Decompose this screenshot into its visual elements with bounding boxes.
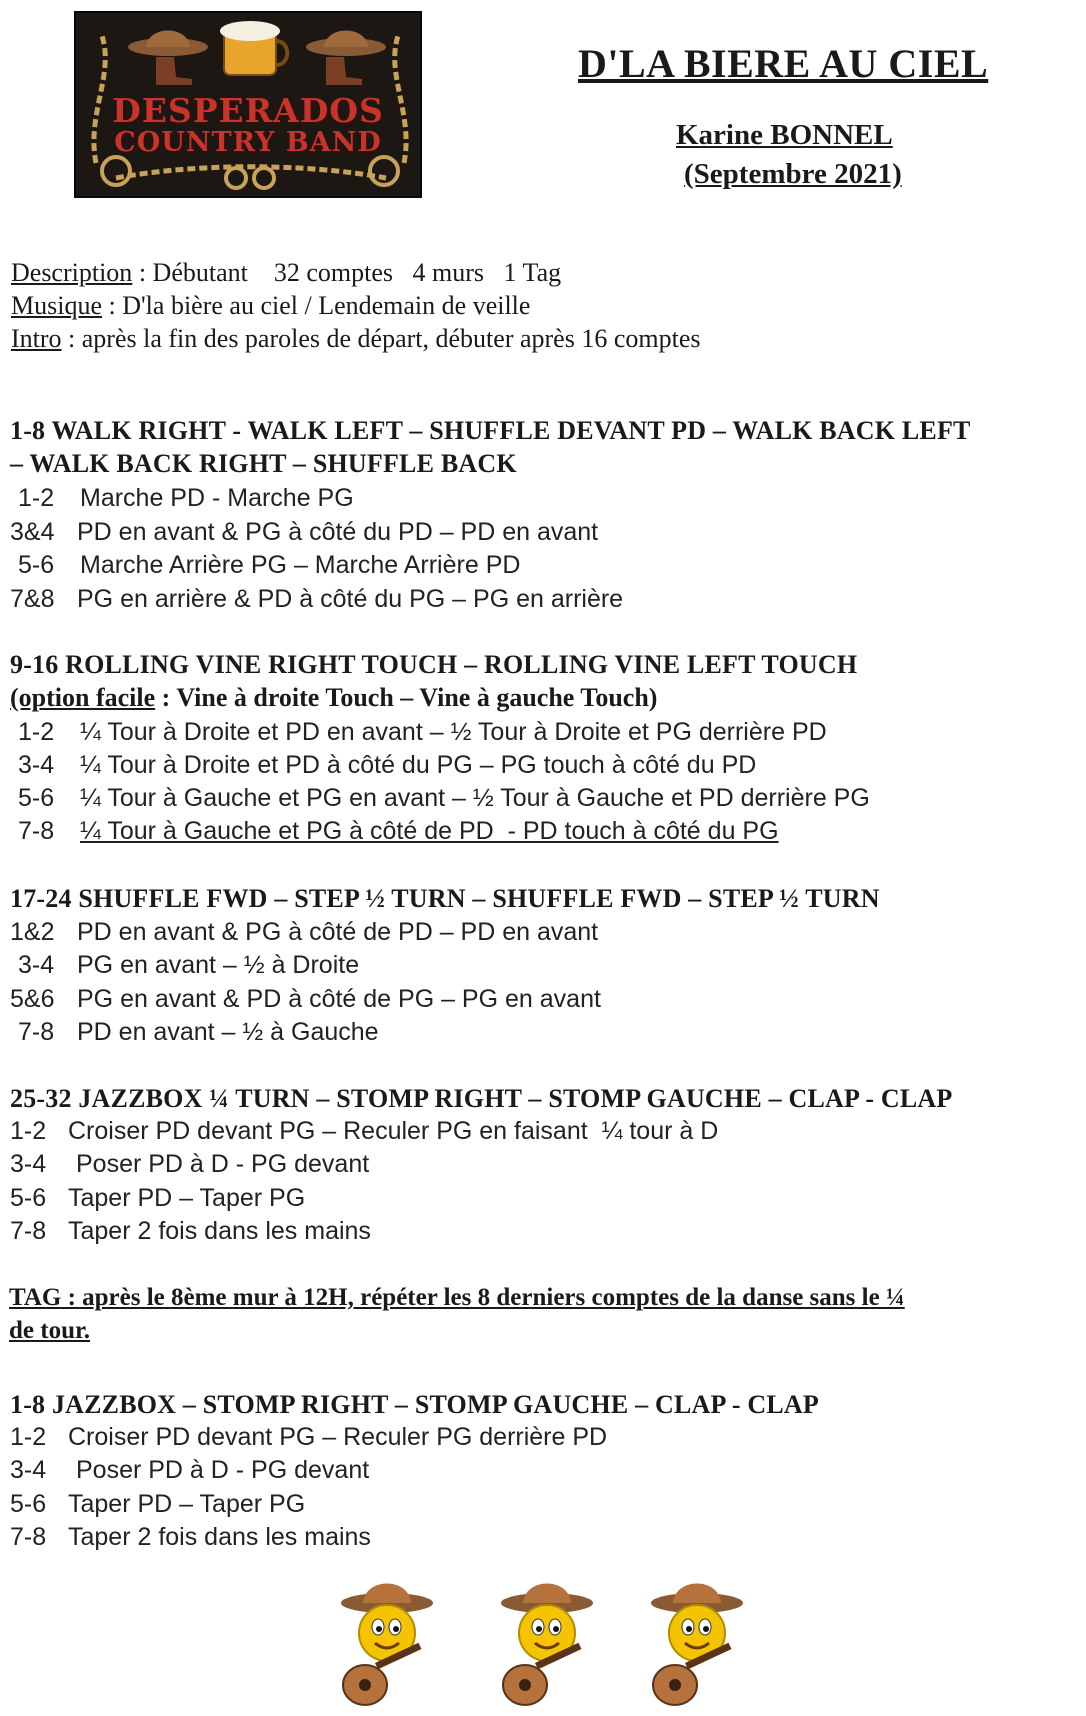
step-row <box>10 518 598 547</box>
step-text: PG en avant – ½ à Droite <box>77 951 360 979</box>
step-count: 7-8 <box>10 1217 47 1245</box>
step-row <box>10 585 623 614</box>
step-row <box>10 1184 305 1213</box>
cowboy-boot-icon <box>156 57 192 85</box>
step-count: 3-4 <box>10 1150 47 1178</box>
cowboy-smiley-guitar-icon <box>645 1575 745 1715</box>
logo-subtitle: COUNTRY BAND <box>114 127 382 158</box>
step-row <box>10 1150 369 1179</box>
step-row <box>10 1423 607 1452</box>
cowboy-hat-icon <box>306 31 386 57</box>
step-row <box>10 1523 371 1552</box>
step-text: Poser PD à D - PG devant <box>76 1150 370 1178</box>
step-text: Marche Arrière PG – Marche Arrière PD <box>80 551 521 579</box>
step-count: 5-6 <box>10 1184 47 1212</box>
step-text: ¼ Tour à Droite et PD en avant – ½ Tour à Droite et PG derrière PD <box>80 718 827 746</box>
step-row <box>18 751 756 780</box>
step-text: Croiser PD devant PG – Reculer PG derrière PD <box>68 1423 608 1451</box>
intro-line <box>11 324 700 354</box>
tag-section-heading: 1-8 JAZZBOX – STOMP RIGHT – STOMP GAUCHE – CLAP - CLAP <box>10 1390 819 1419</box>
step-row <box>18 718 827 747</box>
tag-instruction-cont: de tour. <box>9 1317 91 1344</box>
step-count: 1&2 <box>10 918 55 946</box>
logo-name: DESPERADOS <box>112 91 384 130</box>
tag-instruction: TAG : après le 8ème mur à 12H, répéter les 8 derniers comptes de la danse sans le ¼ <box>9 1284 905 1311</box>
step-count: 7&8 <box>10 585 55 613</box>
music-line <box>11 291 530 321</box>
step-count: 7-8 <box>18 817 55 845</box>
step-text: PD en avant & PG à côté du PD – PD en avant <box>77 518 599 546</box>
step-count: 5-6 <box>18 551 55 579</box>
music-label: Musique <box>11 291 102 320</box>
step-text: ¼ Tour à Gauche et PG en avant – ½ Tour à Gauche et PD derrière PG <box>80 784 870 812</box>
step-row <box>18 551 520 580</box>
section-heading-cont: – WALK BACK RIGHT – SHUFFLE BACK <box>10 449 517 478</box>
page-title: D'LA BIERE AU CIEL <box>578 41 989 86</box>
intro-value: : après la fin des paroles de départ, débuter après 16 comptes <box>61 324 701 353</box>
step-count: 5-6 <box>10 1490 47 1518</box>
step-row <box>10 1117 718 1146</box>
description-value: : Débutant 32 comptes 4 murs 1 Tag <box>132 258 562 287</box>
step-count: 3-4 <box>10 1456 47 1484</box>
step-count: 7-8 <box>10 1523 47 1551</box>
intro-label: Intro <box>11 324 62 353</box>
step-text: Taper 2 fois dans les mains <box>68 1217 371 1245</box>
author-name: Karine BONNEL <box>676 119 893 151</box>
step-count: 5-6 <box>18 784 55 812</box>
step-text: Poser PD à D - PG devant <box>76 1456 370 1484</box>
step-text: PD en avant & PG à côté de PD – PD en avant <box>77 918 599 946</box>
step-row <box>10 1217 371 1246</box>
step-text: Croiser PD devant PG – Reculer PG en faisant ¼ tour à D <box>68 1117 719 1145</box>
description-label: Description <box>11 258 133 287</box>
step-row <box>10 985 601 1014</box>
section-heading: 9-16 ROLLING VINE RIGHT TOUCH – ROLLING VINE LEFT TOUCH <box>10 650 858 679</box>
cowboy-boot-icon <box>326 57 362 85</box>
step-text: PG en arrière & PD à côté du PG – PG en arrière <box>77 585 624 613</box>
step-row <box>18 817 779 846</box>
step-text: ¼ Tour à Droite et PD à côté du PG – PG touch à côté du PD <box>80 751 757 779</box>
step-count: 1-2 <box>18 484 55 512</box>
step-row <box>18 1018 379 1047</box>
step-count: 3-4 <box>18 751 55 779</box>
step-row <box>10 1490 305 1519</box>
step-text: PD en avant – ½ à Gauche <box>77 1018 379 1046</box>
description-line <box>11 258 561 288</box>
step-text: PG en avant & PD à côté de PG – PG en avant <box>77 985 601 1013</box>
step-text: ¼ Tour à Gauche et PG à côté de PD - PD touch à côté du PG <box>80 817 779 845</box>
step-row <box>18 784 870 813</box>
cowboy-smiley-guitar-icon <box>495 1575 595 1715</box>
publish-date: (Septembre 2021) <box>684 158 902 190</box>
cowboy-smiley-guitar-icon <box>335 1575 435 1715</box>
step-count: 5&6 <box>10 985 55 1013</box>
step-count: 1-2 <box>18 718 55 746</box>
section-heading: 17-24 SHUFFLE FWD – STEP ½ TURN – SHUFFLE FWD – STEP ½ TURN <box>10 884 880 913</box>
step-row <box>10 1456 369 1485</box>
step-text: Taper 2 fois dans les mains <box>68 1523 371 1551</box>
music-value: : D'la bière au ciel / Lendemain de veille <box>102 291 531 320</box>
step-count: 7-8 <box>18 1018 55 1046</box>
section-heading: 1-8 WALK RIGHT - WALK LEFT – SHUFFLE DEVANT PD – WALK BACK LEFT <box>10 416 971 445</box>
step-row <box>10 918 598 947</box>
option-text: : Vine à droite Touch – Vine à gauche Touch) <box>155 683 658 712</box>
step-text: Taper PD – Taper PG <box>68 1184 306 1212</box>
step-text: Taper PD – Taper PG <box>68 1490 306 1518</box>
step-row <box>18 484 354 513</box>
step-count: 1-2 <box>10 1423 47 1451</box>
beer-mug-icon <box>220 21 287 75</box>
step-row <box>18 951 359 980</box>
band-logo <box>74 11 422 198</box>
step-count: 3-4 <box>18 951 55 979</box>
step-count: 1-2 <box>10 1117 47 1145</box>
step-count: 3&4 <box>10 518 55 546</box>
cowboy-hat-icon <box>128 31 208 57</box>
option-label: (option facile <box>10 683 156 712</box>
option-line <box>10 683 657 713</box>
section-heading: 25-32 JAZZBOX ¼ TURN – STOMP RIGHT – STOMP GAUCHE – CLAP - CLAP <box>10 1084 953 1113</box>
step-text: Marche PD - Marche PG <box>80 484 354 512</box>
